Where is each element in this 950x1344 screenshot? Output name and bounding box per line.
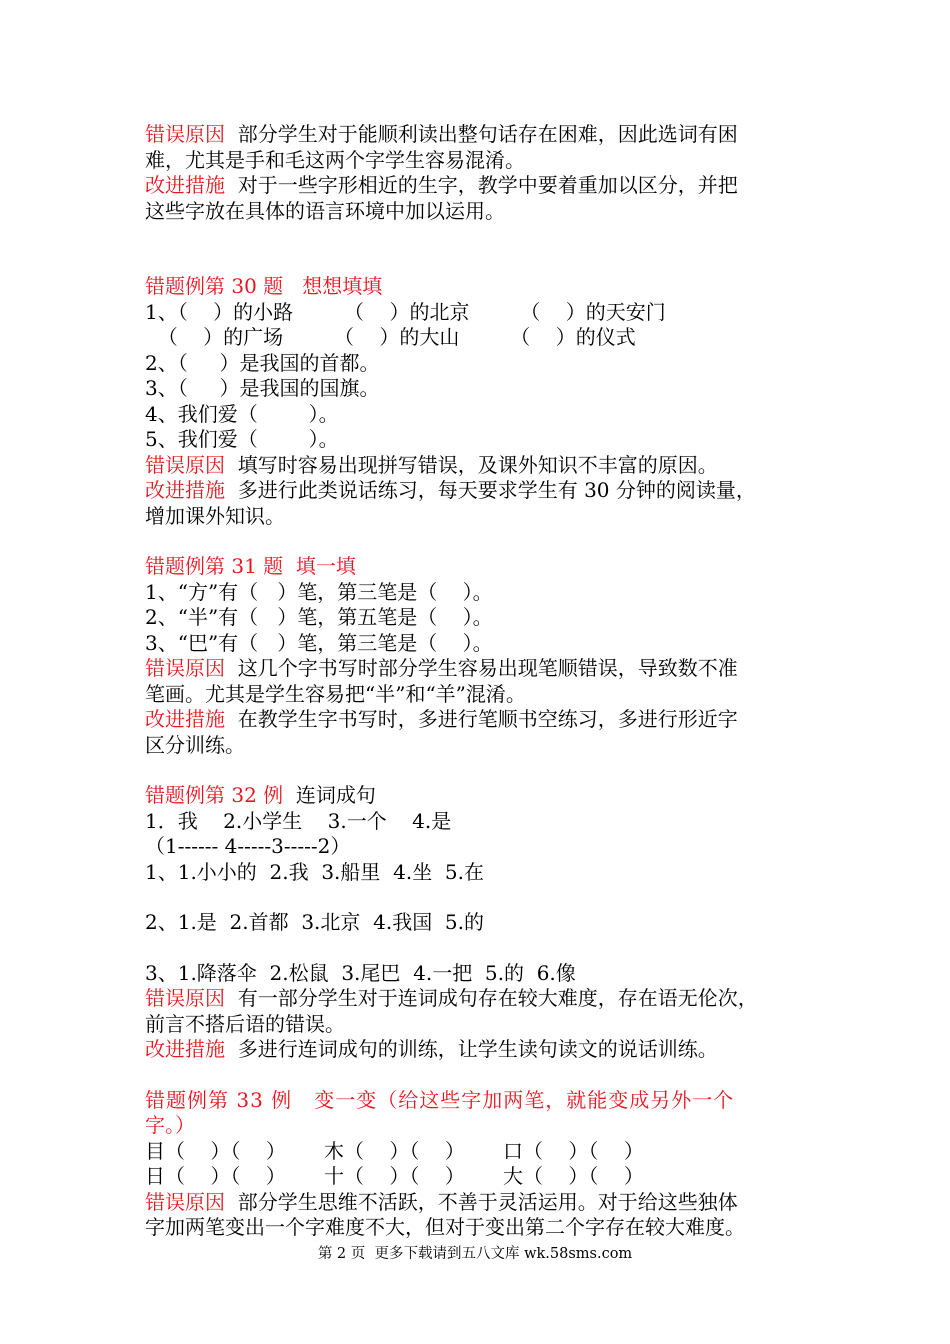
- question-item: 目（ ）（ ） 木（ ）（ ） 口（ ）（ ）: [145, 1138, 644, 1163]
- reason-text-cont: 难，尤其是手和毛这两个字学生容易混淆。: [145, 147, 525, 172]
- question-item: 1、1.小小的 2.我 3.船里 4.坐 5.在: [145, 859, 484, 884]
- question-title-31: 错题例第 31 题 填一填: [145, 554, 356, 578]
- reason-text-cont: 前言不搭后语的错误。: [145, 1011, 345, 1036]
- question-item: 1．我 2.小学生 3.一个 4.是: [145, 808, 452, 833]
- reason-text: 这几个字书写时部分学生容易出现笔顺错误，导致数不准: [225, 656, 738, 680]
- question-item: 2、（ ）是我国的首都。: [145, 350, 380, 375]
- question-item: 4、我们爱（ ）。: [145, 401, 339, 426]
- question-item: 1、（ ）的小路 （ ）的北京 （ ）的天安门: [145, 299, 666, 324]
- question-title-32-label: 错题例第 32 例: [145, 783, 284, 807]
- reason-label: 错误原因: [145, 1189, 225, 1214]
- question-title-33-cont: 字。）: [145, 1113, 195, 1137]
- measure-label: 改进措施: [145, 1037, 225, 1061]
- measure-text: 对于一些字形相近的生字，教学中要着重加以区分，并把: [225, 173, 738, 197]
- question-title-33: 错题例第 33 例 变一变（给这些字加两笔，就能变成另外一个: [145, 1087, 735, 1112]
- measure-label: 改进措施: [145, 707, 225, 731]
- question-title-30: 错题例第 30 题 想想填填: [145, 274, 383, 298]
- question-item: 日（ ）（ ） 十（ ）（ ） 大（ ）（ ）: [145, 1164, 644, 1188]
- reason-label: 错误原因: [145, 122, 225, 146]
- measure-line: [145, 478, 825, 504]
- question-item: 3、“巴”有（ ）笔，第三笔是（ ）。: [145, 630, 493, 655]
- measure-text-cont: 区分训练。: [145, 732, 245, 757]
- reason-line: [145, 656, 825, 682]
- reason-line: [145, 453, 825, 479]
- measure-line: [145, 707, 825, 733]
- reason-text-cont: 笔画。尤其是学生容易把“半”和“羊”混淆。: [145, 681, 526, 706]
- reason-label: 错误原因: [145, 452, 225, 477]
- measure-text: 多进行连词成句的训练，让学生读句读文的说话训练。: [225, 1037, 718, 1061]
- reason-text-cont: 字加两笔变出一个字难度不大，但对于变出第二个字存在较大难度。: [145, 1215, 745, 1239]
- question-item: （ ）的广场 （ ）的大山 （ ）的仪式: [145, 325, 636, 349]
- reason-line: [145, 122, 825, 148]
- question-item: 3、（ ）是我国的国旗。: [145, 376, 380, 400]
- measure-text: 多进行此类说话练习，每天要求学生有 30 分钟的阅读量，: [225, 478, 756, 502]
- question-title-32: [145, 783, 825, 809]
- reason-line: [145, 986, 825, 1012]
- question-title-32-rest: 连词成句: [283, 783, 376, 807]
- question-item: （1------ 4-----3-----2）: [145, 834, 351, 858]
- reason-label: 错误原因: [145, 656, 225, 680]
- question-item: 2、1.是 2.首都 3.北京 4.我国 5.的: [145, 910, 484, 934]
- document-body: [145, 122, 825, 1241]
- measure-label: 改进措施: [145, 478, 225, 502]
- page-footer: 第 2 页 更多下载请到五八文库 wk.58sms.com: [317, 1246, 633, 1262]
- question-item: 1、“方”有（ ）笔，第三笔是（ ）。: [145, 579, 493, 604]
- question-item: 2、“半”有（ ）笔，第五笔是（ ）。: [145, 605, 493, 629]
- reason-text: 部分学生对于能顺利读出整句话存在困难，因此选词有困: [225, 122, 738, 146]
- measure-line: [145, 173, 825, 199]
- reason-text: 有一部分学生对于连词成句存在较大难度，存在语无伦次，: [225, 986, 758, 1010]
- measure-text-cont: 增加课外知识。: [145, 503, 285, 528]
- measure-label: 改进措施: [145, 173, 225, 197]
- reason-text: 填写时容易出现拼写错误，及课外知识不丰富的原因。: [225, 452, 718, 477]
- measure-text-cont: 这些字放在具体的语言环境中加以运用。: [145, 198, 505, 223]
- measure-line: [145, 1037, 825, 1063]
- reason-text: 部分学生思维不活跃，不善于灵活运用。对于给这些独体: [225, 1189, 738, 1214]
- measure-text: 在教学生字书写时，多进行笔顺书空练习，多进行形近字: [225, 707, 738, 731]
- reason-line: [145, 1190, 825, 1216]
- question-item: 5、我们爱（ ）。: [145, 427, 339, 451]
- question-item: 3、1.降落伞 2.松鼠 3.尾巴 4.一把 5.的 6.像: [145, 960, 576, 985]
- reason-label: 错误原因: [145, 986, 225, 1010]
